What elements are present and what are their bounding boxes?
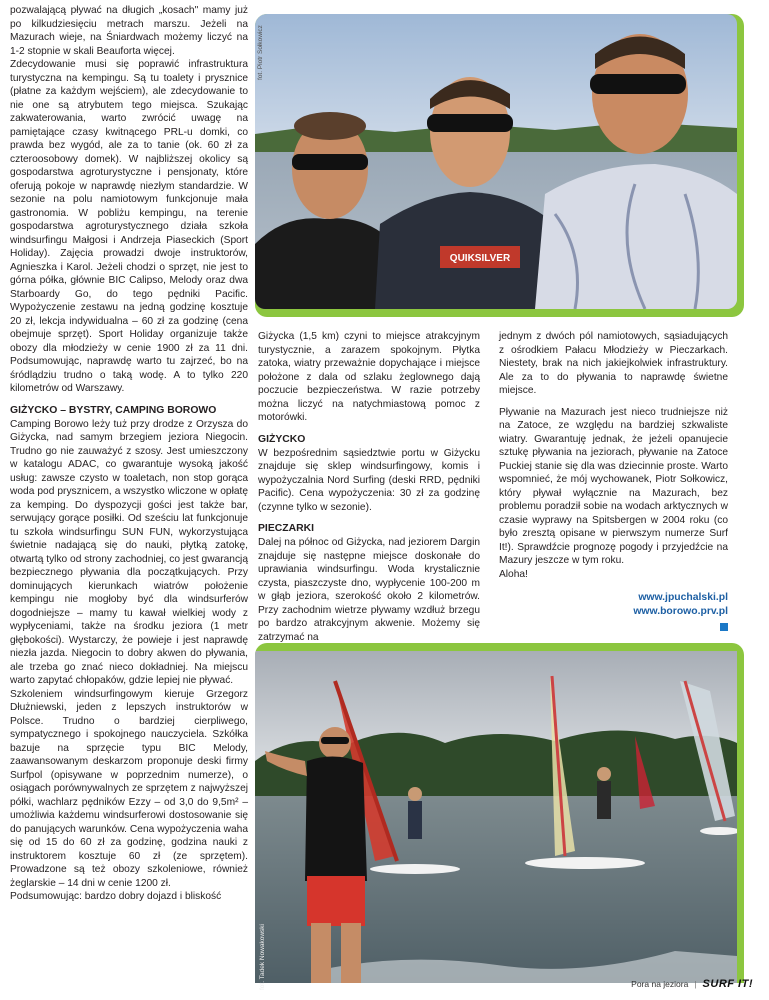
footer-separator: | (694, 979, 697, 989)
paragraph: Zdecydowanie musi się poprawić infrastruktura turystyczna na kempingu. Są tu toalety i prysznice (płatne za każdym wejściem), ale zdecydowanie to nie one są atrybutem tego miejsca. Szukając zakwaterowania, warto zwrócić uwagę na pamiętające czasy kwitnącego PRL-u domki, co prawda bez wygód, ale za to tanie (ok. 60 zł za czteroosobowy domek). W najbliższej okolicy są gospodarstwa agroturystyczne i pensjonaty, które oferują pokoje w naprawdę niezłym standardzie. W sezonie na polu namiotowym funkcjonuje mała gastronomia. W pobliżu kempingu, na terenie gospodarstwa agroturystycznego działa szkoła windsurfingu Małgosi i Andrzeja Piaseckich (Sport Holiday). Zajęcia prowadzi dwoje instruktorów, Agnieszka i Karol. Jeżeli chodzi o sprzęt, nie jest to górna półka, głównie BIC Calipso, Melody oraz dwa Starboardy Go, do tego pędniki Pacific. Wypożyczenie zestawu na jedną godzinę kosztuje 20 zł, lekcja indywidualna – 60 zł za godzinę (cena obejmuje sprzęt). Sport Holiday organizuje także obozy dla młodzieży w cenie 1900 zł za 11 dni. Podsumowując, naprawdę warto tu zajrzeć, bo na śródlądziu trudno o taką wodę. A to tylko 220 kilometrów od Warszawy. (10, 59, 248, 394)
photo-three-men-image (255, 14, 737, 309)
photo-credit: fot. Piotr Sołkowicz (257, 25, 264, 80)
shirt-print: QUIKSILVER (449, 253, 511, 264)
paragraph: Szkoleniem windsurfingowym kieruje Grzegorz Dłużniewski, jeden z lepszych instruktorów w Polsce. Trudno o bardziej cierpliwego, sympatycznego i spokojnego nauczyciela. Szkółka bazuje na sprzęcie typu BIC Melody, zaawansowanym deskarzom proponuje deski firmy Surfpol (opisywane w poprzednim numerze), o osiągach porównywalnych ze sprzętem z najwyższej półki, wachlarz pędników Ezzy – od 3,0 do 9,5m² – umożliwia każdemu windsurferowi dostosowanie się do panujących warunków. Cena wypożyczenia waha się od 15 do 60 zł za godzinę, godzina nauki z instruktorem kosztuje 60 zł (ze sprzętem). Prowadzone są też obozy szkoleniowe, również żeglarskie – 14 dni w cenie 1200 zł. (10, 688, 248, 889)
article-column-1 (10, 4, 248, 904)
paragraph: Camping Borowo leży tuż przy drodze z Orzysza do Giżycka, nad samym brzegiem jeziora Niegocin. Trudno go nie zauważyć z szosy. Jest umieszczony w katalogu ADAC, co gwarantuje wysoką jakość usług: zawsze czysto w toaletach, non stop gorąca woda pod prysznicem, a wszystko wliczone w opłatę za kemping. Do dyspozycji gości jest także bar, serwujący gorące posiłki. Od sześciu lat funkcjonuje tu szkoła windsurfingu SUN FUN, wykorzystująca świetnie nadającą się do nauki, płytką zatokę, otwartą tylko od strony zachodniej, co jest gwarancją bezpiecznego pływania dla początkujących. Przy dominujących kierunkach wiatrów położenie kempingu nie mogłoby być dla windsurferów dogodniejsze – mamy tu kawał wielkiej wody z wypłyceniami, także na środku jeziora (1 metr głębokości). Wystarczy, że powieje i jest naprawdę niezła jazda. Niegocin to dobry akwen do pływania, ale trzeba go znać nieco dokładniej. Na miejscu warto zapytać chłopaków, gdzie lepiej nie pływać. (10, 418, 248, 686)
paragraph: W bezpośrednim sąsiedztwie portu w Giżycku znajduje się sklep windsurfingowy, komis i wypożyczalnia Nord Surfing (deski RRD, pędniki Pacific). Cena wypożyczenia: 30 zł za godzinę (czynne tylko w sezonie). (258, 447, 480, 513)
paragraph: Dalej na północ od Giżycka, nad jeziorem Dargin znajduje się następne miejsce doskonałe do uprawiania windsurfingu. Woda krystalicznie czysta, piaszczyste dno, wypłycenie 100-200 m w głąb jeziora, szerokość około 2 kilometrów. Przy zachodnim wietrze pływamy wzdłuż brzegu po bardzo atrakcyjnym akwenie. Możemy się zatrzymać na (258, 537, 480, 643)
paragraph: Giżycka (1,5 km) czyni to miejsce atrakcyjnym turystycznie, a zarazem spokojnym. Płytka zatoka, wiatry przeważnie dopychające i miejsce położone z dala od szlaku żeglownego dają poczucie bezpieczeństwa. W razie potrzeby można liczyć na natychmiastową pomoc z motorówki. (258, 331, 480, 423)
article-end-marker (720, 623, 728, 631)
website-link[interactable]: www.borowo.prv.pl (633, 606, 728, 617)
article-column-2 (258, 330, 480, 644)
section-heading: PIECZARKI (258, 523, 314, 534)
paragraph: jednym z dwóch pól namiotowych, sąsiadujących z ośrodkiem Pałacu Młodzieży w Pieczarkach. Niestety, brak na nich jakiejkolwiek infrastruktury. Ale za to do pływania to naprawdę świetne miejsce. (499, 331, 728, 396)
paragraph: Podsumowując: bardzo dobry dojazd i bliskość (10, 891, 222, 902)
photo-windsurfing (255, 643, 744, 983)
page-footer (631, 978, 753, 990)
article-column-3 (499, 330, 728, 619)
photo-windsurfing-image (255, 651, 737, 983)
footer-section: Pora na jeziora (631, 979, 689, 989)
paragraph: pozwalającą pływać na długich „kosach" mamy już po kilkudziesięciu metrach marszu. Jeżeli na Mazurach wieje, na Śniardwach możemy liczyć na 1-2 stopnie w skali Beauforta więcej. (10, 5, 248, 57)
section-heading: GIŻYCKO – BYSTRY, CAMPING BOROWO (10, 404, 217, 416)
paragraph: Pływanie na Mazurach jest nieco trudniejsze niż na Zatoce, ze względu na bardziej szkwaliste wiatry. Gwarantuję jednak, że jeżeli opanujecie sztukę pływania na jeziorach, pływanie na Zatoce Puckiej stanie się dla was dziecinnie proste. Warto wspomnieć, że mój wychowanek, Piotr Sołkowicz, który pływał wyłącznie na Mazurach, bez problemu poradził sobie na wodach arktycznych w czasie wyprawy na Spitsbergen w 2004 roku (co było zresztą opisane w pierwszym numerze Surf It!). Sprawdźcie prognozę pogody i przyjedźcie na Mazury jeszcze w tym roku. (499, 406, 728, 566)
photo-three-men (255, 14, 744, 317)
photo-credit: fot. Tadek Nowakowski (259, 924, 266, 990)
website-link[interactable]: www.jpuchalski.pl (638, 592, 728, 603)
section-heading: GIŻYCKO (258, 433, 306, 445)
paragraph: Aloha! (499, 568, 528, 580)
magazine-logo: SURF IT! (702, 978, 753, 990)
